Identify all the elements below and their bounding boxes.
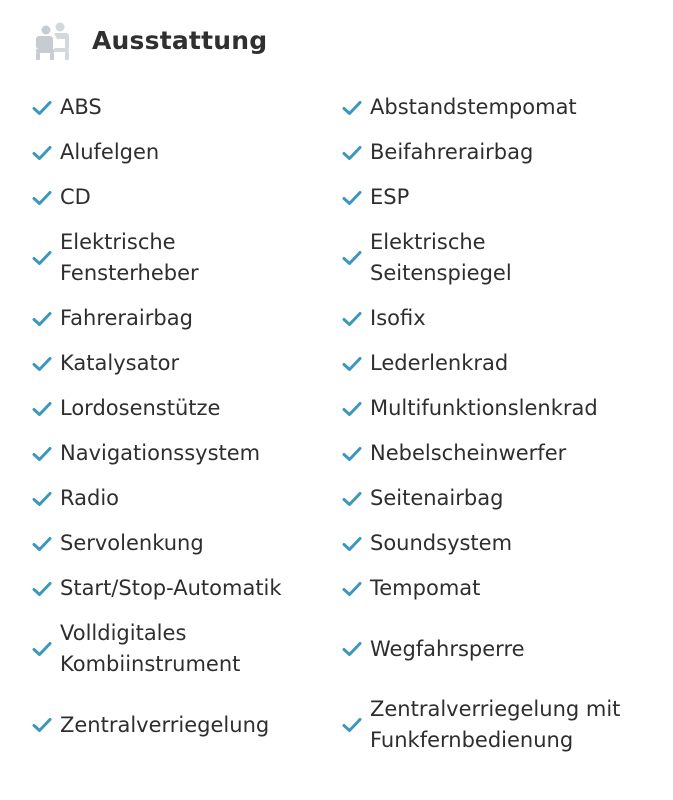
checkmark-icon — [342, 356, 362, 372]
checkmark-icon — [342, 100, 362, 116]
checkmark-icon — [342, 446, 362, 462]
list-item — [32, 303, 342, 334]
feature-label: Multifunktionslenkrad — [370, 396, 598, 420]
list-item — [342, 393, 652, 424]
feature-label: Lordosenstütze — [60, 396, 221, 420]
feature-label: Radio — [60, 486, 120, 510]
feature-label: Zentralverriegelung mit Funkfernbedienung — [370, 697, 621, 752]
feature-label: Volldigitales Kombiinstrument — [60, 621, 241, 676]
checkmark-icon — [32, 190, 52, 206]
feature-label: Fahrerairbag — [60, 306, 193, 330]
section-title: Ausstattung — [92, 25, 268, 55]
checkmark-icon — [342, 250, 362, 266]
list-item — [342, 528, 652, 559]
list-item — [342, 303, 652, 334]
checkmark-icon — [32, 145, 52, 161]
feature-label: Isofix — [370, 306, 426, 330]
feature-label: Soundsystem — [370, 531, 513, 555]
section-header — [32, 16, 267, 64]
list-item — [32, 92, 342, 123]
list-item — [32, 182, 342, 213]
feature-label: Elektrische Fensterheber — [60, 230, 199, 285]
feature-list — [32, 92, 652, 756]
list-item — [342, 182, 652, 213]
checkmark-icon — [342, 145, 362, 161]
checkmark-icon — [32, 311, 52, 327]
list-item — [342, 573, 652, 604]
checkmark-icon — [342, 491, 362, 507]
checkmark-icon — [32, 581, 52, 597]
list-item — [32, 618, 342, 680]
list-item — [342, 694, 652, 756]
feature-label: Elektrische Seitenspiegel — [370, 230, 512, 285]
list-item — [32, 573, 342, 604]
checkmark-icon — [342, 717, 362, 733]
list-item — [32, 438, 342, 469]
feature-label: Tempomat — [370, 576, 481, 600]
checkmark-icon — [342, 581, 362, 597]
checkmark-icon — [32, 250, 52, 266]
car-seats-icon — [32, 18, 76, 62]
checkmark-icon — [32, 401, 52, 417]
feature-label: Alufelgen — [60, 140, 160, 164]
list-item — [32, 227, 342, 289]
checkmark-icon — [342, 311, 362, 327]
checkmark-icon — [32, 641, 52, 657]
checkmark-icon — [32, 100, 52, 116]
checkmark-icon — [32, 446, 52, 462]
checkmark-icon — [342, 401, 362, 417]
feature-label: ABS — [60, 95, 102, 119]
feature-label: Start/Stop-Automatik — [60, 576, 282, 600]
feature-label: Seitenairbag — [370, 486, 504, 510]
list-item — [32, 483, 342, 514]
checkmark-icon — [32, 536, 52, 552]
feature-label: Wegfahrsperre — [370, 636, 525, 661]
list-item — [342, 92, 652, 123]
list-item — [342, 483, 652, 514]
feature-label: Lederlenkrad — [370, 351, 509, 375]
list-item — [342, 137, 652, 168]
feature-label: Zentralverriegelung — [60, 712, 270, 737]
list-item — [32, 393, 342, 424]
feature-label: Servolenkung — [60, 531, 204, 555]
list-item — [32, 528, 342, 559]
feature-label: Navigationssystem — [60, 441, 261, 465]
feature-label: Beifahrerairbag — [370, 140, 534, 164]
list-item — [32, 348, 342, 379]
list-item — [342, 618, 652, 680]
list-item — [342, 227, 652, 289]
list-item — [32, 694, 342, 756]
list-item — [342, 438, 652, 469]
feature-label: CD — [60, 185, 91, 209]
list-item — [342, 348, 652, 379]
feature-label: Nebelscheinwerfer — [370, 441, 567, 465]
checkmark-icon — [342, 190, 362, 206]
checkmark-icon — [32, 717, 52, 733]
feature-label: ESP — [370, 185, 410, 209]
checkmark-icon — [342, 641, 362, 657]
checkmark-icon — [342, 536, 362, 552]
checkmark-icon — [32, 491, 52, 507]
feature-label: Katalysator — [60, 351, 180, 375]
checkmark-icon — [32, 356, 52, 372]
list-item — [32, 137, 342, 168]
feature-label: Abstandstempomat — [370, 95, 577, 119]
